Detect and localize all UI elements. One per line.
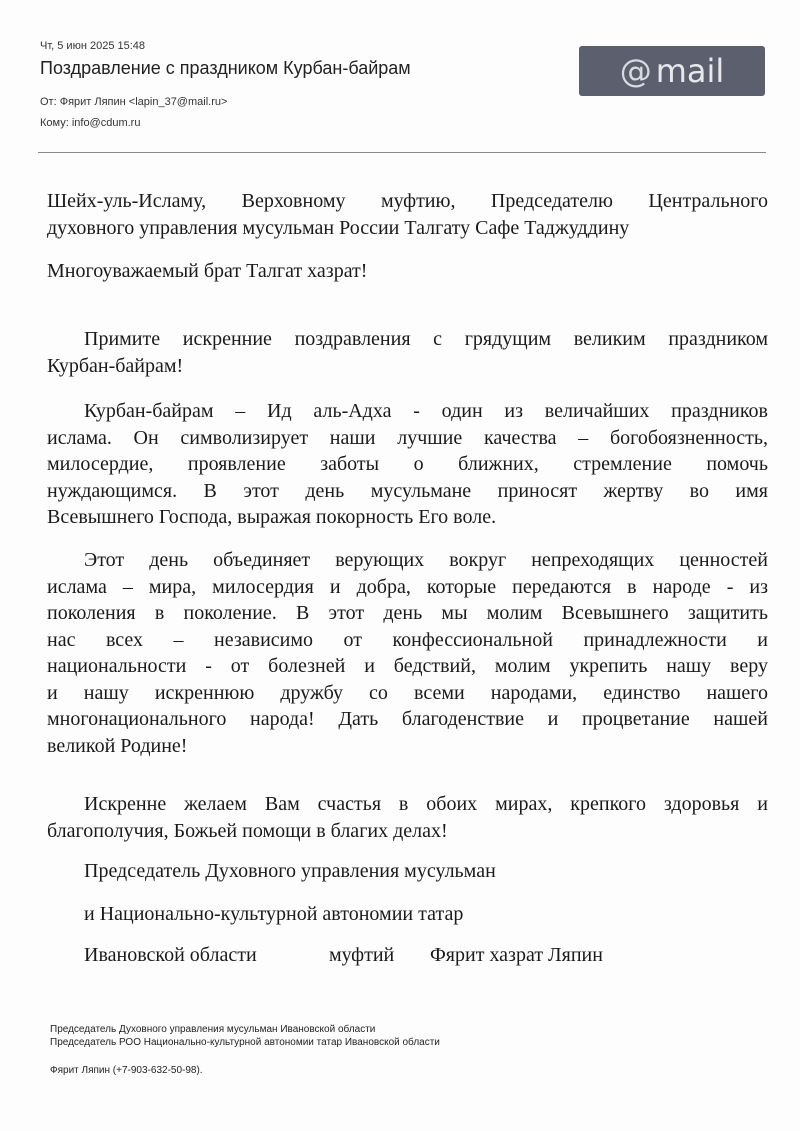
paragraph [47, 398, 768, 531]
divider [38, 152, 766, 153]
paragraph-line: нас всех – независимо от конфессиональной принадлежности и [47, 628, 768, 651]
paragraph-line: нуждающимся. В этот день мусульмане приносят жертву во имя [47, 479, 768, 502]
paragraph-line: многонационального народа! Дать благоденствие и процветание нашей [47, 708, 768, 730]
paragraph [47, 791, 768, 844]
paragraph-line: поколения в поколение. В этот день мы молим Всевышнего защитить [47, 602, 768, 624]
logo-text: mail [655, 52, 725, 90]
signature-title: муфтий [329, 944, 395, 966]
paragraph-line: великой Родине! [47, 734, 188, 757]
paragraph-line: национальности - от болезней и бедствий, молим укрепить нашу веру [47, 655, 768, 677]
at-icon: @ [619, 52, 652, 90]
paragraph [47, 326, 768, 379]
footer-contact: Фярит Ляпин (+7-903-632-50-98). [50, 1065, 203, 1076]
paragraph-line: Искренне желаем Вам счастья в обоих мирах, крепкого здоровья и [84, 793, 768, 815]
email-date: Чт, 5 июн 2025 15:48 [40, 40, 146, 52]
signature-line-2: и Национально-культурной автономии татар [84, 903, 464, 925]
paragraph-line: и нашу искреннюю дружбу со всеми народами, единство нашего [47, 681, 768, 704]
signature-name: Фярит хазрат Ляпин [430, 944, 603, 966]
paragraph-line: благополучия, Божьей помощи в благих делах! [47, 819, 448, 842]
paragraph-line: милосердие, проявление заботы о ближних, стремление помочь [47, 453, 768, 475]
paragraph-line: Курбан-байрам – Ид аль-Адха - один из величайших праздников [84, 400, 768, 422]
paragraph [47, 547, 768, 759]
paragraph-line: Курбан-байрам! [47, 354, 184, 377]
signature-region: Ивановской области [84, 944, 257, 966]
paragraph-line: ислама. Он символизирует наши лучшие качества – богобоязненность, [47, 426, 768, 449]
paragraph-line: ислама – мира, милосердия и добра, которые передаются в народе - из [47, 575, 768, 598]
email-to: Кому: info@cdum.ru [40, 117, 141, 129]
addressee-line: духовного управления мусульман России Талгату Сафе Таджуддину [47, 216, 630, 239]
paragraph-line: Всевышнего Господа, выражая покорность Его воле. [47, 506, 497, 528]
addressee-line: Шейх-уль-Исламу, Верховному муфтию, Председателю Центрального [47, 190, 768, 212]
addressee [47, 188, 768, 241]
footer-line-1: Председатель Духовного управления мусульман Ивановской области [50, 1024, 376, 1035]
greeting: Многоуважаемый брат Талгат хазрат! [47, 260, 368, 282]
paragraph-line: Этот день объединяет верующих вокруг непреходящих ценностей [84, 549, 768, 571]
email-from: От: Фярит Ляпин <lapin_37@mail.ru> [40, 96, 228, 108]
footer-line-2: Председатель РОО Национально-культурной автономии татар Ивановской области [50, 1037, 440, 1048]
email-subject: Поздравление с праздником Курбан-байрам [40, 58, 411, 78]
paragraph-line: Примите искренние поздравления с грядущим великим праздником [84, 328, 768, 350]
mail-logo [579, 46, 765, 96]
signature-line-1: Председатель Духовного управления мусульман [84, 860, 496, 882]
